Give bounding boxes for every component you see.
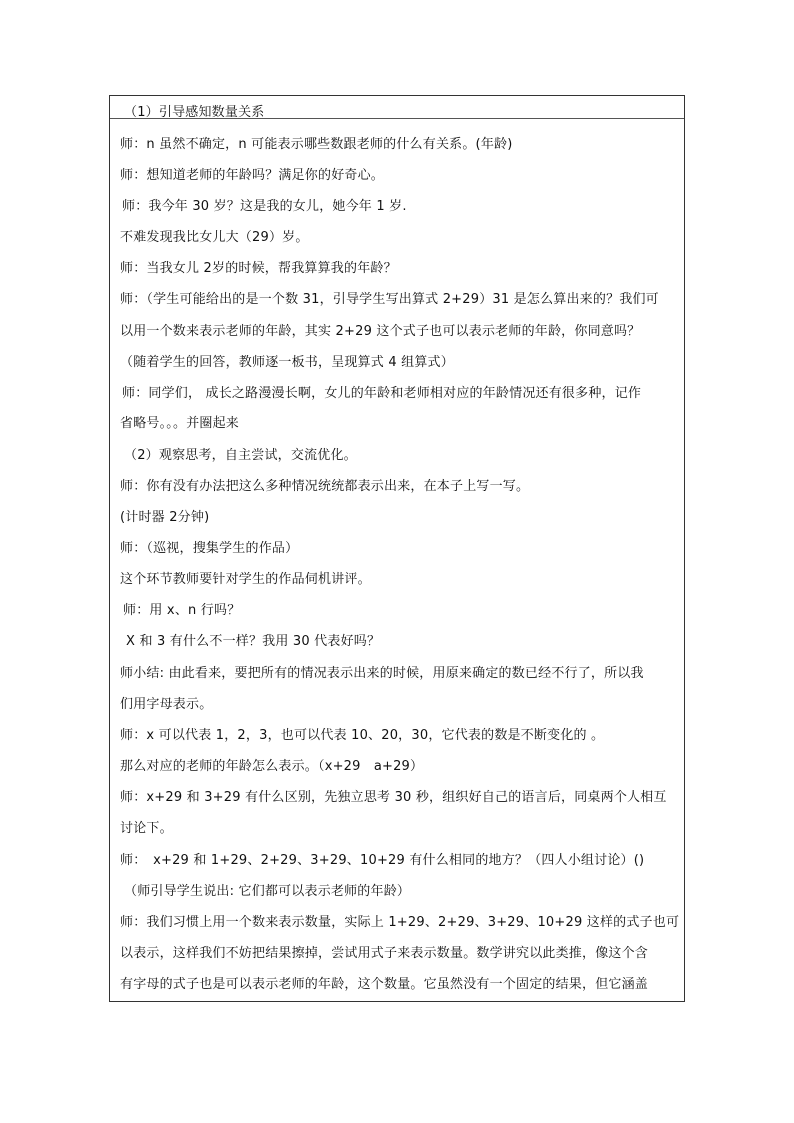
- text-line-21: 师：x 可以代表 1，2，3，也可以代表 10、20，30，它代表的数是不断变化的 。: [120, 728, 605, 743]
- text-line-20: 们用字母表示。: [120, 697, 213, 712]
- text-line-7: 师：（学生可能给出的是一个数 31，引导学生写出算式 2+29）31 是怎么算出来的？我们可: [120, 292, 659, 307]
- text-line-29: 有字母的式子也是可以表示老师的年龄，这个数量。它虽然没有一个固定的结果，但它涵盖: [120, 977, 649, 992]
- text-line-6: 师：当我女儿 2岁的时候，帮我算算我的年龄？: [120, 261, 397, 276]
- text-line-24: 讨论下。: [120, 821, 173, 836]
- text-line-3: 师：想知道老师的年龄吗？满足你的好奇心。: [120, 168, 385, 183]
- text-line-28: 以表示，这样我们不妨把结果擦掉，尝试用式子来表示数量。数学讲究以此类推，像这个含: [120, 946, 649, 961]
- text-line-11: 省略号。。。并圈起来: [120, 416, 240, 431]
- text-line-13: 师：你有没有办法把这么多种情况统统都表示出来，在本子上写一写。: [120, 479, 530, 494]
- text-line-2: 师：n 虽然不确定，n 可能表示哪些数跟老师的什么有关系。(年龄): [120, 137, 513, 152]
- text-line-19: 师小结: 由此看来，要把所有的情况表示出来的时候，用原来确定的数已经不行了，所以我: [120, 666, 644, 681]
- text-line-1: （1）引导感知数量关系: [124, 105, 265, 120]
- text-line-23: 师：x+29 和 3+29 有什么区别，先独立思考 30 秒，组织好自己的语言后，同桌两个人相互: [120, 790, 667, 805]
- text-line-12: （2）观察思考，自主尝试，交流优化。: [124, 448, 357, 463]
- text-line-8: 以用一个数来表示老师的年龄，其实 2+29 这个式子也可以表示老师的年龄，你同意吗？: [120, 324, 641, 339]
- text-line-14: (计时器 2分钟): [120, 510, 210, 525]
- text-line-17: 师：用 x、n 行吗？: [123, 603, 241, 618]
- text-line-27: 师：我们习惯上用一个数来表示数量，实际上 1+29、2+29、3+29、10+29 这样的式子也可: [120, 915, 680, 930]
- text-line-18: X 和 3 有什么不一样？我用 30 代表好吗？: [126, 634, 381, 649]
- text-line-15: 师：（巡视，搜集学生的作品）: [120, 541, 299, 556]
- text-line-22: 那么对应的老师的年龄怎么表示。（x+29 a+29）: [120, 759, 424, 774]
- text-line-16: 这个环节教师要针对学生的作品伺机讲评。: [120, 572, 371, 587]
- text-line-4: 师：我今年 30 岁？这是我的女儿，她今年 1 岁.: [122, 199, 407, 214]
- text-line-25: 师： x+29 和 1+29、2+29、3+29、10+29 有什么相同的地方？（四人小组讨论）(): [120, 853, 645, 868]
- text-line-9: （随着学生的回答，教师逐一板书，呈现算式 4 组算式）: [120, 355, 454, 370]
- text-line-26: （师引导学生说出: 它们都可以表示老师的年龄）: [124, 884, 411, 899]
- text-line-5: 不难发现我比女儿大（29）岁。: [120, 230, 309, 245]
- text-line-10: 师：同学们， 成长之路漫漫长啊，女儿的年龄和老师相对应的年龄情况还有很多种，记作: [122, 386, 642, 401]
